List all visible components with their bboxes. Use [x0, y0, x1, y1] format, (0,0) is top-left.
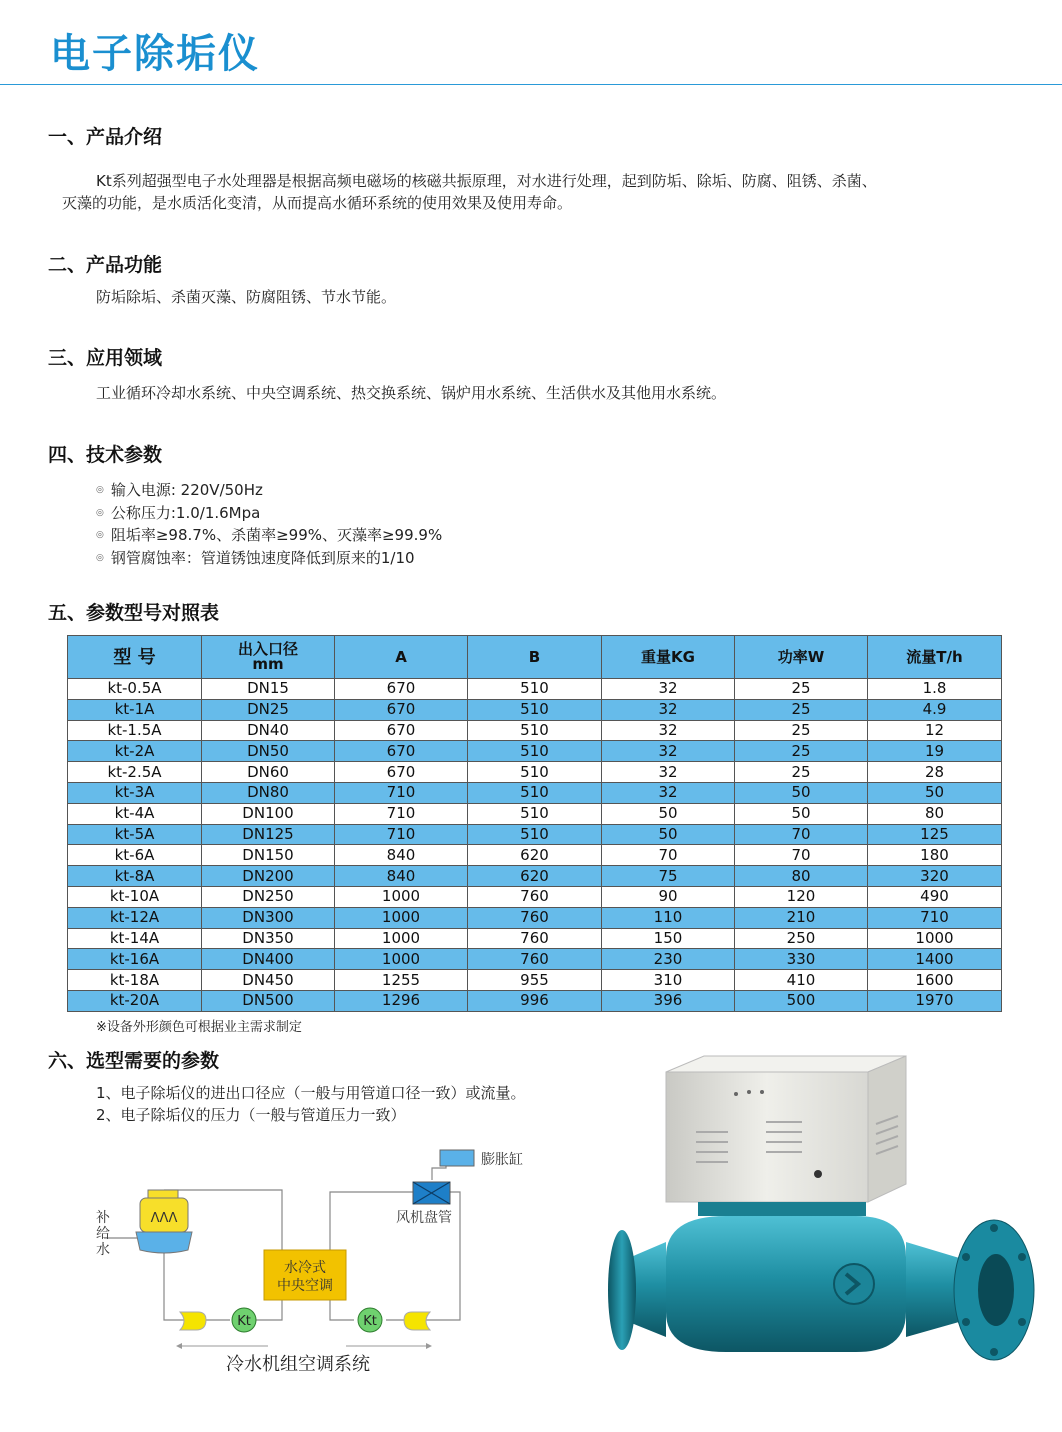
table-cell: DN150 [202, 845, 335, 866]
header-flow: 流量T/h [868, 636, 1002, 679]
table-row [68, 886, 1002, 907]
table-cell: 760 [468, 886, 602, 907]
table-cell: 250 [735, 928, 868, 949]
table-row [68, 949, 1002, 970]
table-cell: 670 [335, 720, 468, 741]
table-cell: DN300 [202, 907, 335, 928]
header-diameter: 出入口径 mm [202, 636, 335, 679]
table-cell: DN50 [202, 741, 335, 762]
table-cell: 70 [735, 845, 868, 866]
table-cell: kt-14A [68, 928, 202, 949]
table-cell: 80 [868, 803, 1002, 824]
table-cell: 50 [735, 782, 868, 803]
bullet-icon: ◎ [96, 485, 104, 495]
diagram-caption: 冷水机组空调系统 [226, 1354, 370, 1375]
table-cell: 1970 [868, 990, 1002, 1011]
table-cell: kt-2A [68, 741, 202, 762]
table-cell: 1000 [335, 886, 468, 907]
header-power: 功率W [735, 636, 868, 679]
table-cell: 620 [468, 845, 602, 866]
table-cell: 310 [602, 970, 735, 991]
table-cell: 150 [602, 928, 735, 949]
list-item: ◎ 公称压力:1.0/1.6Mpa [96, 502, 442, 525]
fan-coil-icon [413, 1182, 450, 1204]
table-cell: 1400 [868, 949, 1002, 970]
table-cell: 710 [335, 824, 468, 845]
table-cell: 1000 [335, 907, 468, 928]
table-cell: 510 [468, 741, 602, 762]
table-cell: DN15 [202, 679, 335, 700]
table-row [68, 762, 1002, 783]
table-row [68, 782, 1002, 803]
expansion-tank-icon [440, 1150, 474, 1166]
table-row [68, 928, 1002, 949]
table-cell: 510 [468, 679, 602, 700]
selection-list [96, 1082, 526, 1126]
table-cell: 1000 [335, 949, 468, 970]
makeup-water-char-2: 给 [96, 1226, 110, 1242]
table-cell: 760 [468, 949, 602, 970]
table-cell: 510 [468, 824, 602, 845]
table-row [68, 679, 1002, 700]
table-cell: 955 [468, 970, 602, 991]
table-cell: 1296 [335, 990, 468, 1011]
table-cell: 500 [735, 990, 868, 1011]
table-cell: kt-1.5A [68, 720, 202, 741]
table-cell: 25 [735, 720, 868, 741]
table-cell: 760 [468, 907, 602, 928]
table-cell: 80 [735, 866, 868, 887]
table-cell: 120 [735, 886, 868, 907]
intro-line-2: 灭藻的功能，是水质活化变清，从而提高水循环系统的使用效果及使用寿命。 [62, 194, 573, 212]
bullet-icon: ◎ [96, 552, 104, 563]
pump-right-icon [404, 1312, 430, 1330]
tech-bullet-list [96, 479, 442, 569]
list-item: ◎ 钢管腐蚀率：管道锈蚀速度降低到原来的1/10 [96, 547, 442, 570]
table-cell: 1600 [868, 970, 1002, 991]
table-cell: 996 [468, 990, 602, 1011]
table-cell: kt-5A [68, 824, 202, 845]
application-heading: 三、应用领域 [48, 347, 163, 369]
table-cell: 840 [335, 845, 468, 866]
chiller-label-2: 中央空调 [277, 1278, 333, 1294]
table-cell: 28 [868, 762, 1002, 783]
table-cell: 4.9 [868, 699, 1002, 720]
header-a: A [335, 636, 468, 679]
list-item: ◎ 阻垢率≥98.7%、杀菌率≥99%、灭藻率≥99.9% [96, 524, 442, 547]
table-cell: 50 [602, 803, 735, 824]
table-cell: 32 [602, 782, 735, 803]
function-heading: 二、产品功能 [48, 254, 163, 276]
table-cell: 50 [602, 824, 735, 845]
table-cell: kt-16A [68, 949, 202, 970]
table-cell: 670 [335, 679, 468, 700]
table-cell: kt-6A [68, 845, 202, 866]
table-cell: 19 [868, 741, 1002, 762]
table-cell: 710 [335, 803, 468, 824]
table-cell: 25 [735, 762, 868, 783]
table-cell: kt-12A [68, 907, 202, 928]
table-cell: 90 [602, 886, 735, 907]
table-cell: 110 [602, 907, 735, 928]
table-cell: kt-18A [68, 970, 202, 991]
table-cell: kt-0.5A [68, 679, 202, 700]
expansion-tank-label: 膨胀缸 [481, 1152, 523, 1168]
table-row [68, 741, 1002, 762]
function-text: 防垢除垢、杀菌灭藻、防腐阻锈、节水节能。 [96, 288, 397, 306]
intro-line-1: Kt系列超强型电子水处理器是根据高频电磁场的核磁共振原理，对水进行处理，起到防垢、除垢、防腐、阻锈、杀菌、 [96, 172, 877, 190]
table-cell: 32 [602, 741, 735, 762]
cooling-tower-icon [136, 1190, 192, 1253]
table-row [68, 803, 1002, 824]
table-cell: 50 [735, 803, 868, 824]
table-cell: DN200 [202, 866, 335, 887]
table-cell: 12 [868, 720, 1002, 741]
table-cell: 670 [335, 741, 468, 762]
table-cell: 32 [602, 762, 735, 783]
table-cell: 510 [468, 782, 602, 803]
spec-table [67, 635, 1002, 1012]
table-cell: 510 [468, 720, 602, 741]
kt-device-left-icon [232, 1308, 256, 1332]
bullet-icon: ◎ [96, 530, 104, 540]
tech-heading: 四、技术参数 [48, 444, 163, 466]
tower-symbol: ΛΛΛ [150, 1211, 178, 1226]
table-cell: 32 [602, 720, 735, 741]
table-cell: 32 [602, 679, 735, 700]
table-cell: DN100 [202, 803, 335, 824]
table-cell: DN350 [202, 928, 335, 949]
table-cell: kt-8A [68, 866, 202, 887]
list-item: ◎ 输入电源: 220V/50Hz [96, 479, 442, 502]
table-cell: 330 [735, 949, 868, 970]
table-cell: 1000 [868, 928, 1002, 949]
kt-right-label: Kt [363, 1314, 377, 1329]
table-cell: 180 [868, 845, 1002, 866]
list-item: 1、电子除垢仪的进出口径应（一般与用管道口径一致）或流量。 [96, 1084, 526, 1102]
table-cell: DN80 [202, 782, 335, 803]
table-cell: 75 [602, 866, 735, 887]
table-cell: DN125 [202, 824, 335, 845]
chiller-label-1: 水冷式 [284, 1260, 326, 1276]
table-header-row [68, 636, 1002, 679]
table-cell: DN40 [202, 720, 335, 741]
table-row [68, 970, 1002, 991]
table-cell: DN60 [202, 762, 335, 783]
control-box [666, 1056, 906, 1202]
table-cell: 620 [468, 866, 602, 887]
selection-heading: 六、选型需要的参数 [48, 1050, 220, 1072]
table-cell: DN25 [202, 699, 335, 720]
table-cell: 25 [735, 699, 868, 720]
header-b: B [468, 636, 602, 679]
table-cell: kt-10A [68, 886, 202, 907]
table-cell: DN250 [202, 886, 335, 907]
table-cell: kt-1A [68, 699, 202, 720]
table-cell: 510 [468, 762, 602, 783]
table-cell: 320 [868, 866, 1002, 887]
table-cell: 1.8 [868, 679, 1002, 700]
header-weight: 重量KG [602, 636, 735, 679]
pump-left-icon [180, 1312, 206, 1330]
application-text: 工业循环冷却水系统、中央空调系统、热交换系统、锅炉用水系统、生活供水及其他用水系统。 [96, 384, 727, 402]
table-row [68, 824, 1002, 845]
kt-device-right-icon [358, 1308, 382, 1332]
table-cell: 710 [868, 907, 1002, 928]
table-row [68, 866, 1002, 887]
kt-left-label: Kt [237, 1314, 251, 1329]
table-cell: kt-4A [68, 803, 202, 824]
intro-heading: 一、产品介绍 [48, 126, 163, 148]
system-diagram [90, 1142, 550, 1382]
makeup-water-char-1: 补 [96, 1210, 110, 1226]
product-photo [606, 1052, 1046, 1372]
makeup-water-char-3: 水 [96, 1242, 110, 1258]
table-cell: 710 [335, 782, 468, 803]
flow-direction-plate [834, 1264, 874, 1304]
table-row [68, 990, 1002, 1011]
header-model: 型 号 [68, 636, 202, 679]
table-cell: DN450 [202, 970, 335, 991]
fan-coil-label: 风机盘管 [396, 1210, 452, 1226]
table-cell: 1000 [335, 928, 468, 949]
table-cell: 760 [468, 928, 602, 949]
table-note: ※设备外形颜色可根据业主需求制定 [96, 1020, 302, 1035]
table-cell: kt-20A [68, 990, 202, 1011]
table-cell: 670 [335, 762, 468, 783]
table-cell: 396 [602, 990, 735, 1011]
table-cell: 410 [735, 970, 868, 991]
table-cell: 1255 [335, 970, 468, 991]
table-cell: 510 [468, 699, 602, 720]
table-row [68, 907, 1002, 928]
table-cell: kt-3A [68, 782, 202, 803]
page-title: 电子除垢仪 [50, 31, 260, 77]
table-row [68, 845, 1002, 866]
table-cell: DN500 [202, 990, 335, 1011]
table-cell: 50 [868, 782, 1002, 803]
table-cell: 210 [735, 907, 868, 928]
table-cell: kt-2.5A [68, 762, 202, 783]
table-cell: DN400 [202, 949, 335, 970]
right-flange [954, 1220, 1034, 1360]
table-cell: 670 [335, 699, 468, 720]
table-cell: 490 [868, 886, 1002, 907]
table-row [68, 720, 1002, 741]
table-heading: 五、参数型号对照表 [48, 602, 220, 624]
table-cell: 510 [468, 803, 602, 824]
bullet-icon: ◎ [96, 507, 104, 518]
title-divider [0, 84, 1062, 85]
table-cell: 25 [735, 679, 868, 700]
table-cell: 32 [602, 699, 735, 720]
arrow-icon [426, 1343, 432, 1349]
table-cell: 230 [602, 949, 735, 970]
left-flange [608, 1230, 636, 1350]
arrow-icon [176, 1343, 182, 1349]
table-cell: 70 [735, 824, 868, 845]
table-cell: 125 [868, 824, 1002, 845]
device-neck [698, 1202, 866, 1216]
table-cell: 25 [735, 741, 868, 762]
table-cell: 70 [602, 845, 735, 866]
list-item: 2、电子除垢仪的压力（一般与管道压力一致） [96, 1106, 406, 1124]
table-cell: 840 [335, 866, 468, 887]
table-row [68, 699, 1002, 720]
